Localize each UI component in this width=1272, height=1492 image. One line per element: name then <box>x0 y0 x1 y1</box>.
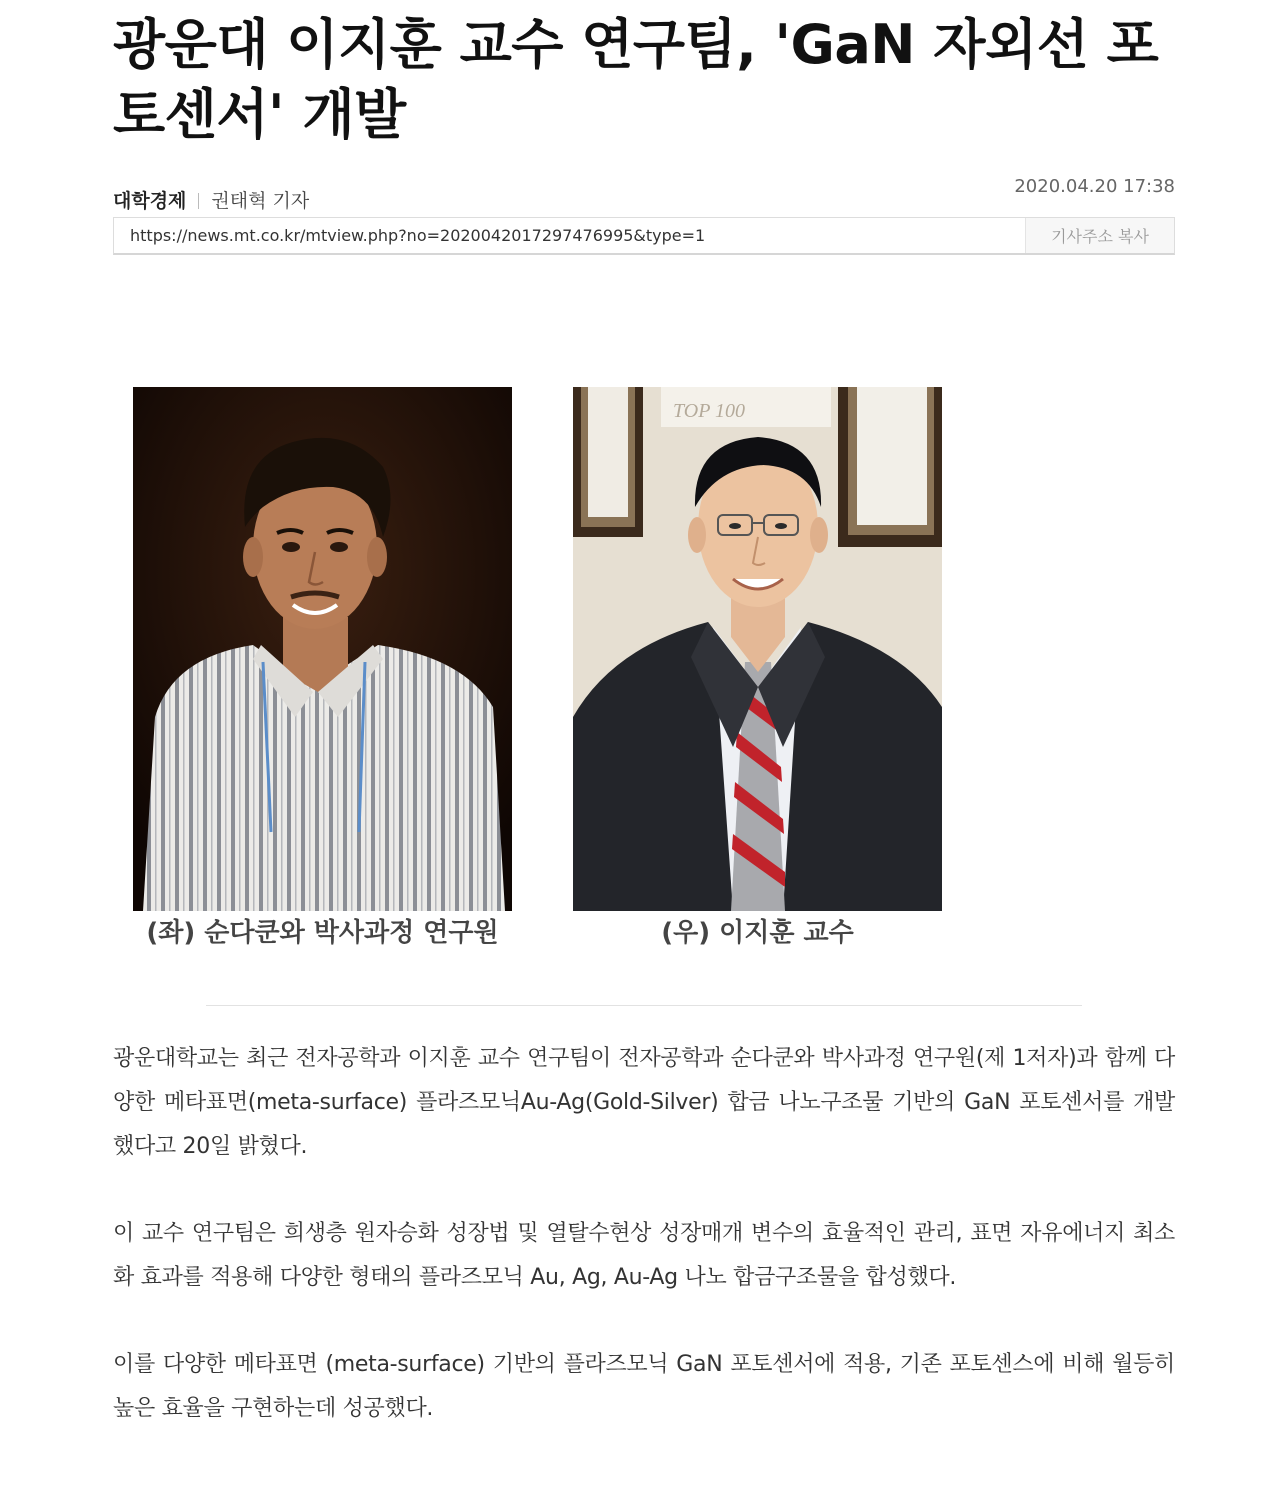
article-url-bar <box>113 217 1175 255</box>
article-headline: 광운대 이지훈 교수 연구팀, 'GaN 자외선 포토센서' 개발 <box>113 13 1159 146</box>
article-url-text[interactable]: https://news.mt.co.kr/mtview.php?no=2020042017297476995&type=1 <box>130 226 706 245</box>
photo-caption-left: (좌) 순다쿤와 박사과정 연구원 <box>146 918 499 948</box>
photo-professor-right <box>573 387 942 911</box>
article-body <box>113 1037 1175 1474</box>
article-paragraph: 광운대학교는 최근 전자공학과 이지훈 교수 연구팀이 전자공학과 순다쿤와 박사과정 연구원(제 1저자)과 함께 다양한 메타표면(meta-surface) 플라즈모닉Au-Ag(Gold-Silver) 합금 나노구조물 기반의 GaN 포토센서를 개발했다고 20일 밝혔다. <box>113 1046 1175 1159</box>
article-timestamp: 2020.04.20 17:38 <box>1014 176 1175 197</box>
article-photo <box>133 363 943 988</box>
article-header <box>113 0 1175 246</box>
press-name[interactable]: 대학경제 <box>113 190 187 212</box>
byline <box>113 186 309 213</box>
photo-caption-right: (우) 이지훈 교수 <box>661 918 854 948</box>
article-paragraph: 이를 다양한 메타표면 (meta-surface) 기반의 플라즈모닉 GaN 포토센서에 적용, 기존 포토센스에 비해 월등히 높은 효율을 구현하는데 성공했다. <box>113 1352 1175 1421</box>
photo-researcher-left <box>133 387 512 911</box>
byline-separator <box>198 193 199 209</box>
researcher-portrait-illustration <box>133 387 512 911</box>
reporter-name[interactable]: 권태혁 기자 <box>211 190 310 212</box>
copy-url-button[interactable]: 기사주소 복사 <box>1025 218 1174 253</box>
article-paragraph: 이 교수 연구팀은 희생층 원자승화 성장법 및 열탈수현상 성장매개 변수의 효율적인 관리, 표면 자유에너지 최소화 효과를 적용해 다양한 형태의 플라즈모닉 Au, Ag, Au-Ag 나노 합금구조물을 합성했다. <box>113 1221 1175 1290</box>
badge-watermark: TOP 100 <box>673 400 746 422</box>
photo-divider <box>206 1005 1082 1006</box>
professor-portrait-illustration <box>573 387 942 911</box>
